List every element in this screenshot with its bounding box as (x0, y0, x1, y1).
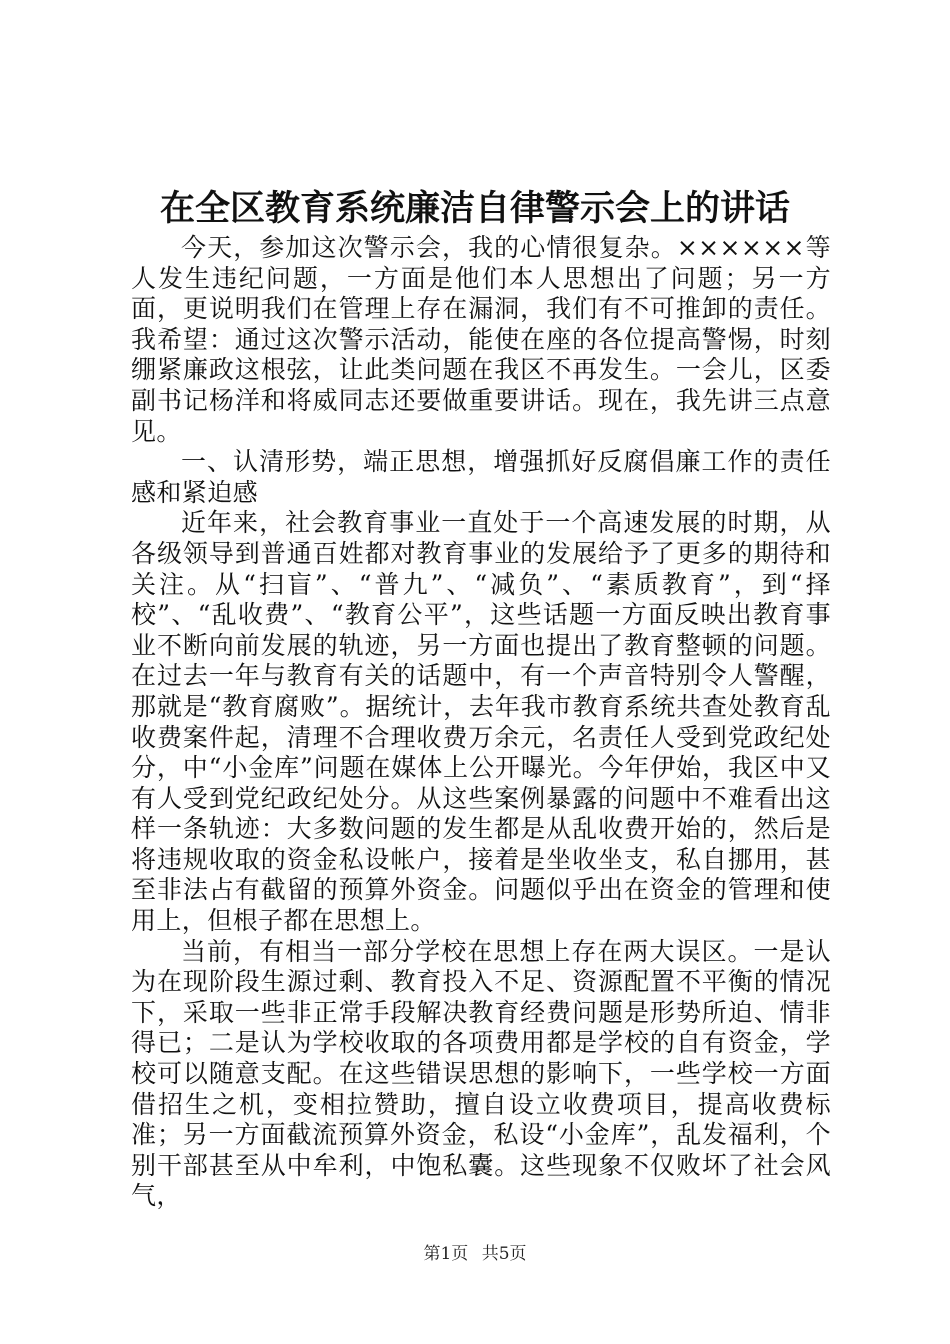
paragraph-situation: 近年来，社会教育事业一直处于一个高速发展的时期，从各级领导到普通百姓都对教育事业的发展给予了更多的期待和关注。从“扫盲”、“普九”、“减负”、“素质教育”，到“择校”、“乱收费”、“教育公平”，这些话题一方面反映出教育事业不断向前发展的轨迹，另一方面也提出了教育整顿的问题。在过去一年与教育有关的话题中，有一个声音特别令人警醒，那就是“教育腐败”。据统计，去年我市教育系统共查处教育乱收费案件起，清理不合理收费万余元，名责任人受到党政纪处分，中“小金库”问题在媒体上公开曝光。今年伊始，我区中又有人受到党纪政纪处分。从这些案例暴露的问题中不难看出这样一条轨迹：大多数问题的发生都是从乱收费开始的，然后是将违规收取的资金私设帐户，接着是坐收坐支，私自挪用，甚至非法占有截留的预算外资金。问题似乎出在资金的管理和使用上，但根子都在思想上。 (131, 508, 831, 936)
page-footer (0, 1242, 950, 1266)
page-number: 第1页 (423, 1244, 469, 1264)
paragraph-misconceptions: 当前，有相当一部分学校在思想上存在两大误区。一是认为在现阶段生源过剩、教育投入不足、资源配置不平衡的情况下，采取一些非正常手段解决教育经费问题是形势所迫、情非得已；二是认为学校收取的各项费用都是学校的自有资金，学校可以随意支配。在这些错误思想的影响下，一些学校一方面借招生之机，变相拉赞助，擅自设立收费项目，提高收费标准；另一方面截流预算外资金，私设“小金库”，乱发福利，个别干部甚至从中牟利，中饱私囊。这些现象不仅败坏了社会风气， (131, 936, 831, 1211)
page-total: 共5页 (481, 1244, 527, 1264)
section-heading-1: 一、认清形势，端正思想，增强抓好反腐倡廉工作的责任感和紧迫感 (131, 447, 831, 507)
document-body (131, 233, 831, 1212)
document-title: 在全区教育系统廉洁自律警示会上的讲话 (159, 189, 790, 229)
paragraph-opening: 今天，参加这次警示会，我的心情很复杂。××××××等人发生违纪问题，一方面是他们本人思想出了问题；另一方面，更说明我们在管理上存在漏洞，我们有不可推卸的责任。我希望：通过这次警示活动，能使在座的各位提高警惕，时刻绷紧廉政这根弦，让此类问题在我区不再发生。一会儿，区委副书记杨洋和将威同志还要做重要讲话。现在，我先讲三点意见。 (131, 233, 831, 446)
